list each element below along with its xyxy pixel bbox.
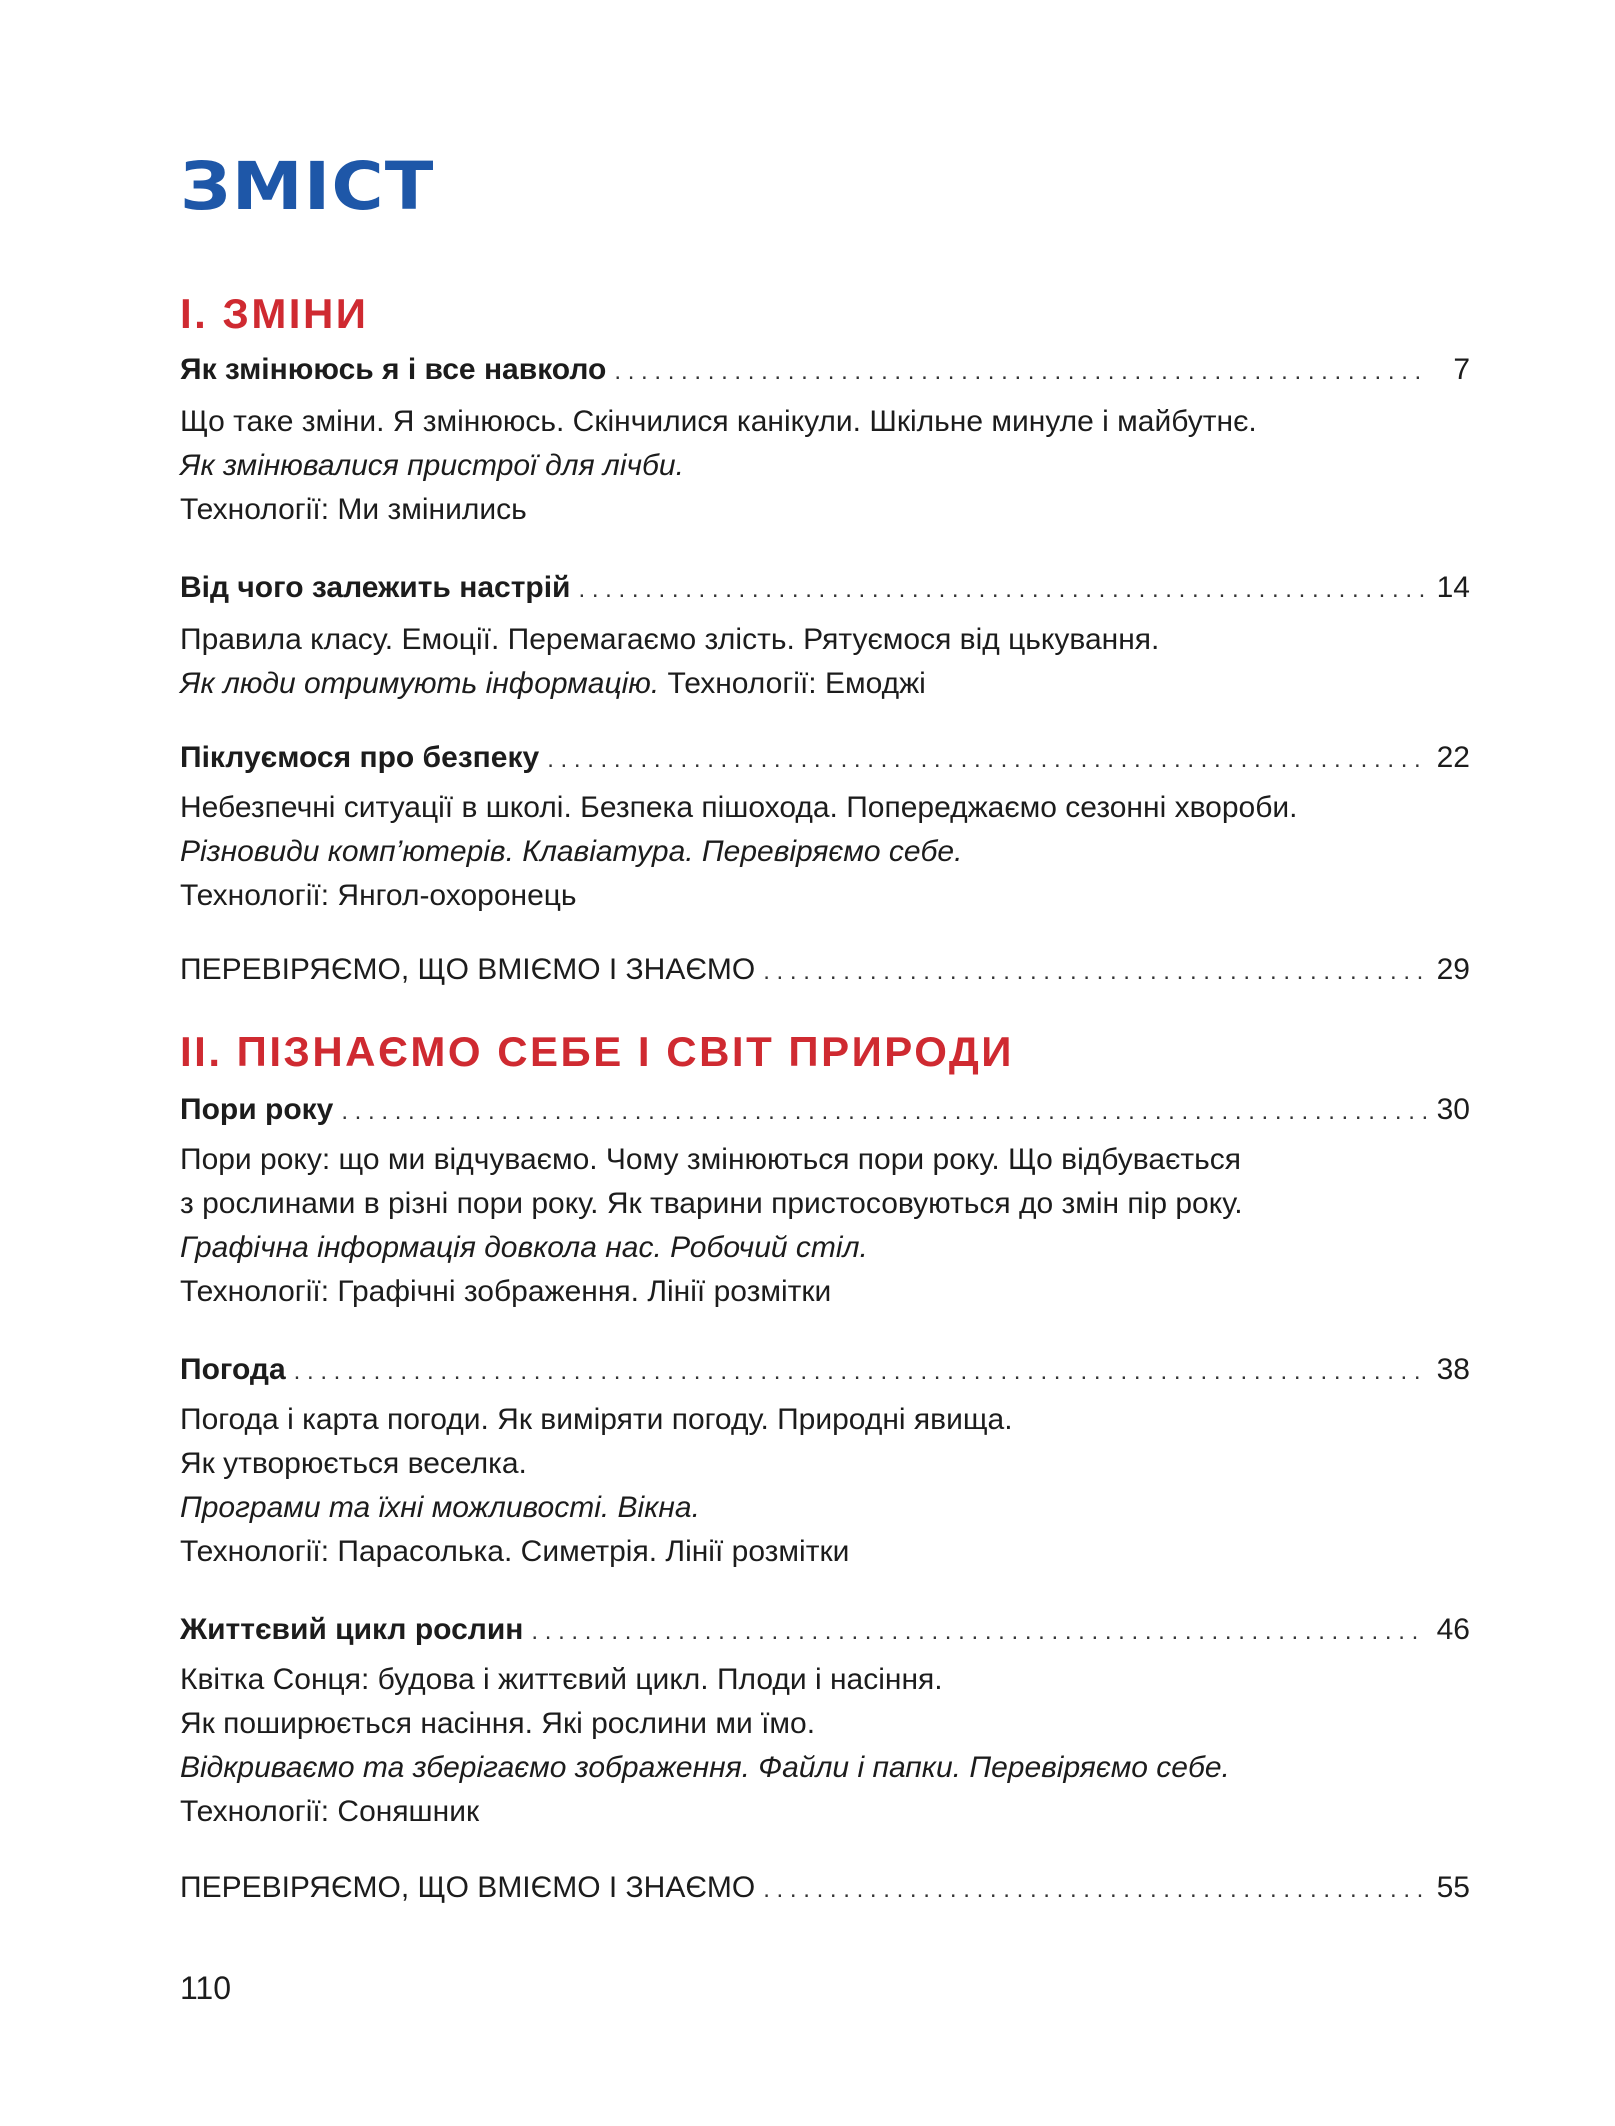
entry-page-number: 46 (1436, 1613, 1470, 1646)
page-title: ЗМІСТ (180, 148, 435, 225)
description-line: Пори року: що ми відчуваємо. Чому змінюються пори року. Що відбувається (180, 1143, 1241, 1176)
description-line: з рослинами в різні пори року. Як тварини пристосовуються до змін пір року. (180, 1187, 1243, 1220)
description-line-technology: Технології: Графічні зображення. Лінії розмітки (180, 1275, 832, 1308)
entry-title: Життєвий цикл рослин (180, 1613, 524, 1646)
entry-description (180, 1398, 1470, 1574)
description-line-mixed (180, 662, 1470, 706)
toc-entry-4[interactable] (180, 1092, 1470, 1130)
entry-description (180, 1138, 1470, 1314)
toc-review-1[interactable] (180, 952, 1470, 990)
dot-leader (341, 1094, 1426, 1130)
description-line: Погода і карта погоди. Як виміряти погоду. Природні явища. (180, 1403, 1013, 1436)
entry-page-number: 14 (1436, 571, 1470, 604)
review-page-number: 55 (1436, 1871, 1470, 1904)
description-line-technology: Технології: Янгол-охоронець (180, 879, 577, 912)
description-italic-part: Як люди отримують інформацію. (180, 667, 660, 700)
entry-description (180, 618, 1470, 706)
entry-page-number: 7 (1453, 353, 1470, 386)
review-title: ПЕРЕВІРЯЄМО, ЩО ВМІЄМО І ЗНАЄМО (180, 953, 756, 986)
description-line-italic: Графічна інформація довкола нас. Робочий стіл. (180, 1231, 868, 1264)
description-line: Що таке зміни. Я змінююсь. Скінчилися канікули. Шкільне минуле і майбутнє. (180, 405, 1257, 438)
dot-leader (294, 1354, 1426, 1390)
description-line-italic: Програми та їхні можливості. Вікна. (180, 1491, 700, 1524)
description-line-italic: Відкриваємо та зберігаємо зображення. Файли і папки. Перевіряємо себе. (180, 1751, 1230, 1784)
toc-entry-1[interactable] (180, 352, 1470, 390)
toc-entry-2[interactable] (180, 570, 1470, 608)
dot-leader (763, 954, 1426, 990)
description-line-technology: Технології: Ми змінились (180, 493, 527, 526)
toc-entry-6[interactable] (180, 1612, 1470, 1650)
description-line: Як поширюється насіння. Які рослини ми їмо. (180, 1707, 816, 1740)
entry-page-number: 22 (1436, 741, 1470, 774)
description-line-technology: Технології: Парасолька. Симетрія. Лінії розмітки (180, 1535, 850, 1568)
entry-title: Погода (180, 1353, 286, 1386)
entry-page-number: 38 (1436, 1353, 1470, 1386)
description-line-technology: Технології: Соняшник (180, 1795, 480, 1828)
dot-leader (614, 354, 1426, 390)
dot-leader (531, 1614, 1426, 1650)
description-line: Правила класу. Емоції. Перемагаємо злість. Рятуємося від цькування. (180, 623, 1160, 656)
entry-page-number: 30 (1436, 1093, 1470, 1126)
toc-entry-5[interactable] (180, 1352, 1470, 1390)
entry-title: Як змінююсь я і все навколо (180, 353, 607, 386)
review-title: ПЕРЕВІРЯЄМО, ЩО ВМІЄМО І ЗНАЄМО (180, 1871, 756, 1904)
dot-leader (579, 572, 1427, 608)
footer-page-number: 110 (180, 1970, 232, 2006)
description-line: Як утворюється веселка. (180, 1447, 527, 1480)
section-heading-2: II. ПІЗНАЄМО СЕБЕ І СВІТ ПРИРОДИ (180, 1028, 1014, 1075)
entry-title: Піклуємося про безпеку (180, 741, 540, 774)
dot-leader (547, 742, 1426, 778)
description-line-italic: Різновиди комп’ютерів. Клавіатура. Перевіряємо себе. (180, 835, 963, 868)
entry-description (180, 786, 1470, 918)
section-heading-1: I. ЗМІНИ (180, 290, 369, 337)
dot-leader (763, 1872, 1426, 1908)
entry-title: Від чого залежить настрій (180, 571, 571, 604)
entry-description (180, 400, 1470, 532)
description-line: Небезпечні ситуації в школі. Безпека пішохода. Попереджаємо сезонні хвороби. (180, 791, 1298, 824)
description-line: Квітка Сонця: будова і життєвий цикл. Плоди і насіння. (180, 1663, 943, 1696)
toc-entry-3[interactable] (180, 740, 1470, 778)
toc-review-2[interactable] (180, 1870, 1470, 1908)
entry-title: Пори року (180, 1093, 334, 1126)
review-page-number: 29 (1436, 953, 1470, 986)
entry-description (180, 1658, 1470, 1834)
description-technology-part: Технології: Емоджі (667, 667, 926, 700)
description-line-italic: Як змінювалися пристрої для лічби. (180, 449, 684, 482)
